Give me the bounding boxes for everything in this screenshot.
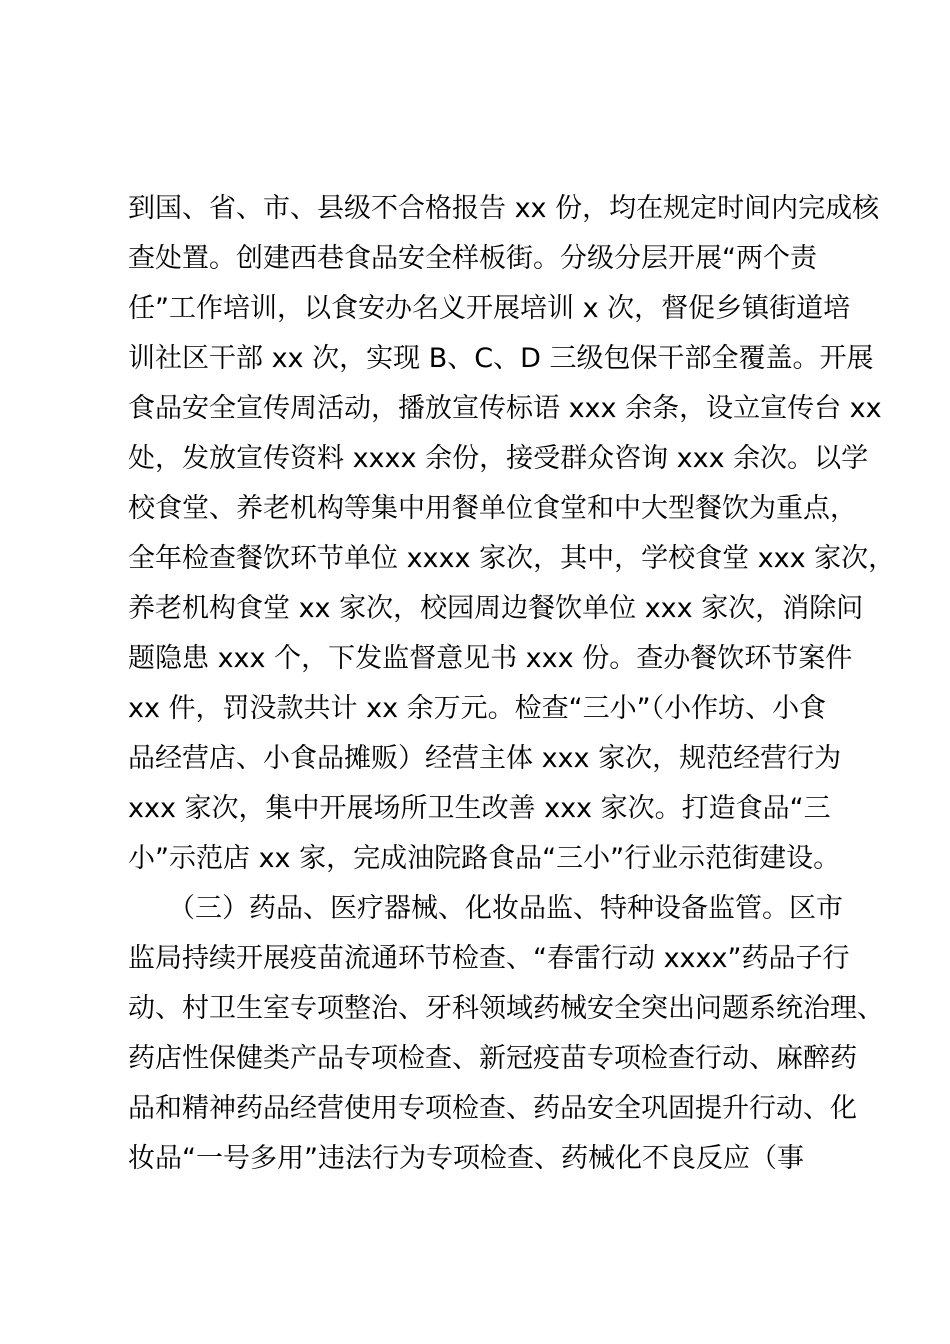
text-line: 校食堂、养老机构等集中用餐单位食堂和中大型餐饮为重点， (128, 493, 857, 524)
text-line: 到国、省、市、县级不合格报告 xx 份，均在规定时间内完成核 (128, 193, 880, 224)
text-line: 妆品“一号多用”违法行为专项检查、药械化不良反应（事 (128, 1143, 804, 1174)
text-line: 药店性保健类产品专项检查、新冠疫苗专项检查行动、麻醉药 (128, 1043, 857, 1074)
text-line: 题隐患 xxx 个，下发监督意见书 xxx 份。查办餐饮环节案件 (128, 643, 853, 674)
text-line: 处，发放宣传资料 xxxx 余份，接受群众咨询 xxx 余次。以学 (128, 443, 869, 474)
text-line: xx 件，罚没款共计 xx 余万元。检查“三小”（小作坊、小食 (128, 693, 827, 724)
text-line: 训社区干部 xx 次，实现 B、C、D 三级包保干部全覆盖。开展 (128, 343, 874, 374)
text-line: 品经营店、小食品摊贩）经营主体 xxx 家次，规范经营行为 (128, 743, 842, 774)
text-line: 动、村卫生室专项整治、牙科领域药械安全突出问题系统治理、 (128, 993, 884, 1024)
text-line: 食品安全宣传周活动，播放宣传标语 xxx 余条，设立宣传台 xx (128, 393, 882, 424)
body-text (128, 184, 896, 1184)
section-heading-line: （三）药品、医疗器械、化妆品监、特种设备监管。区市 (168, 893, 843, 924)
text-line: 小”示范店 xx 家，完成油院路食品“三小”行业示范街建设。 (128, 843, 841, 874)
text-line: 品和精神药品经营使用专项检查、药品安全巩固提升行动、化 (128, 1093, 857, 1124)
text-line: 养老机构食堂 xx 家次，校园周边餐饮单位 xxx 家次，消除问 (128, 593, 864, 624)
text-line: 任”工作培训，以食安办名义开展培训 x 次，督促乡镇街道培 (128, 293, 851, 324)
text-line: xxx 家次，集中开展场所卫生改善 xxx 家次。打造食品“三 (128, 793, 831, 824)
text-line: 监局持续开展疫苗流通环节检查、“春雷行动 xxxx”药品子行 (128, 943, 850, 974)
text-line: 全年检查餐饮环节单位 xxxx 家次，其中，学校食堂 xxx 家次， (128, 543, 896, 574)
text-line: 查处置。创建西巷食品安全样板街。分级分层开展“两个责 (128, 243, 817, 274)
